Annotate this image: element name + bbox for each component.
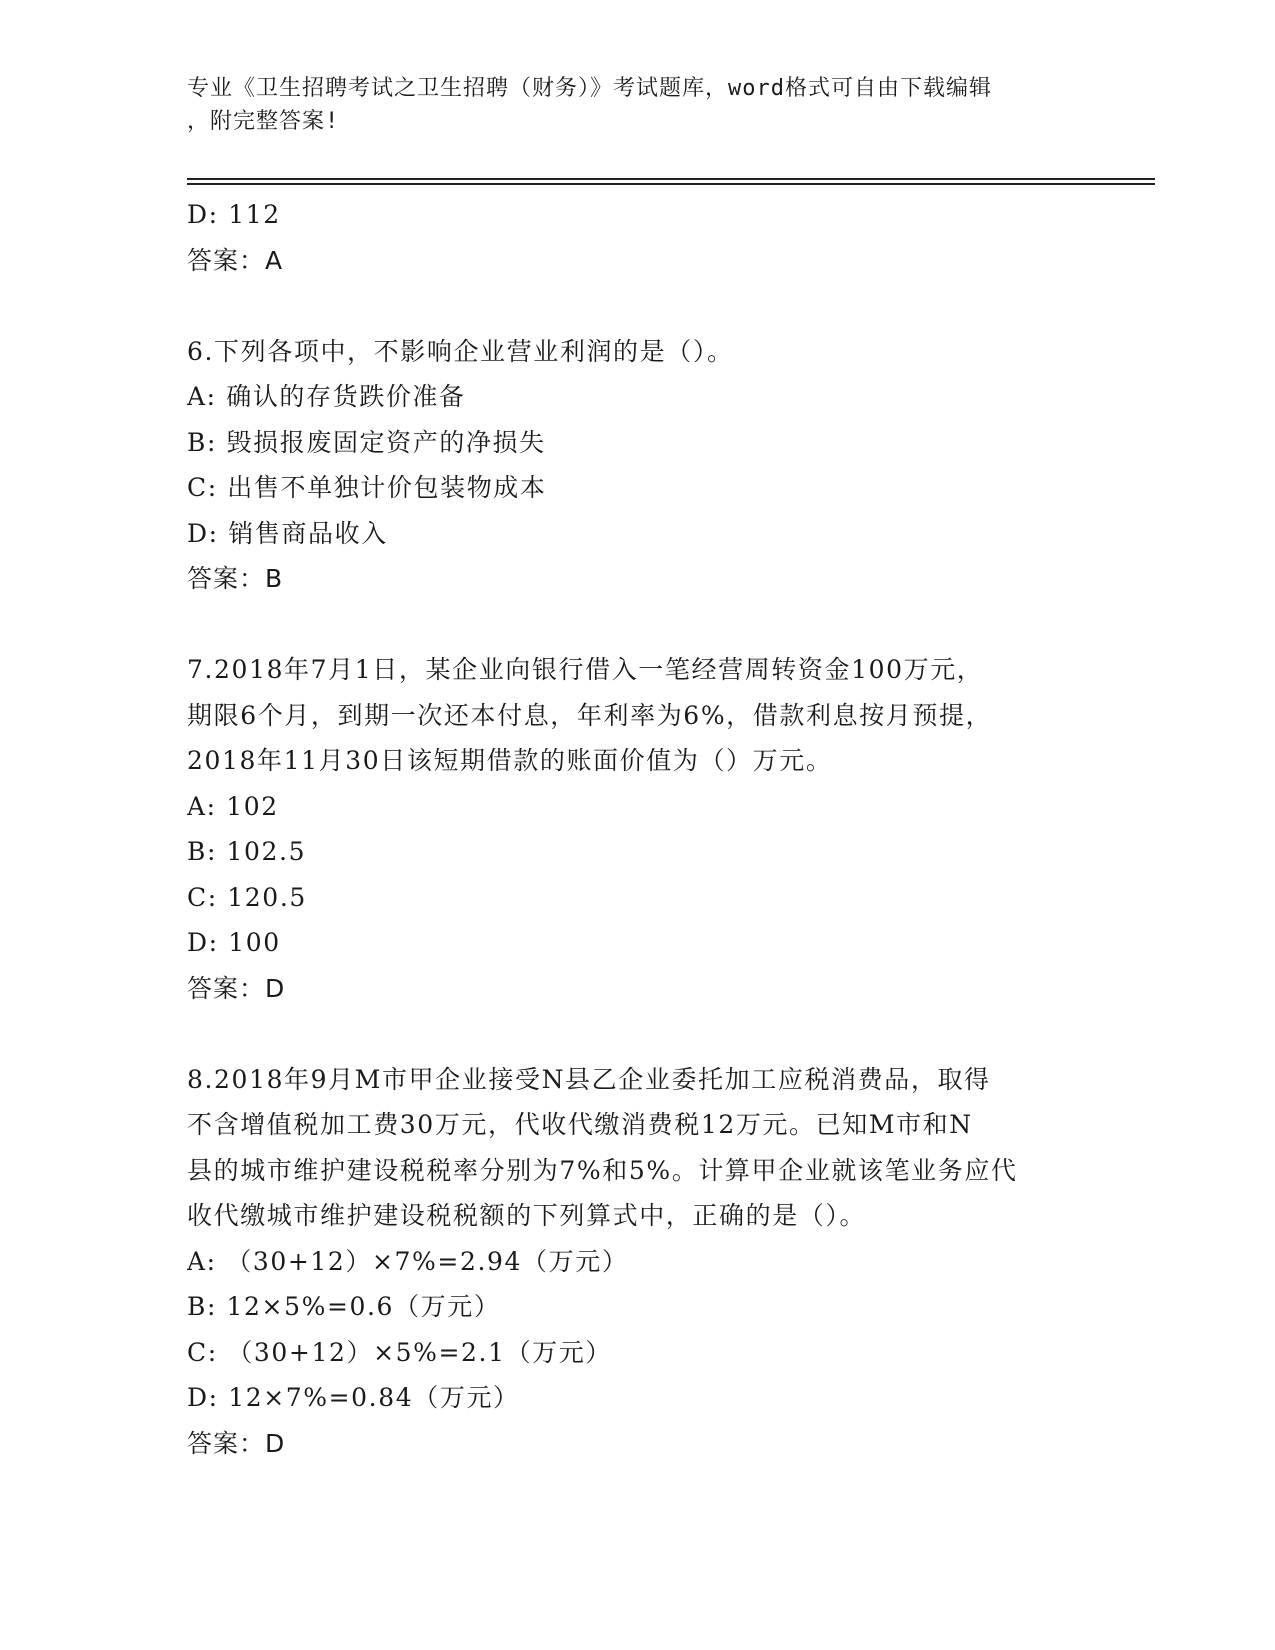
q5-answer: 答案：A (187, 245, 284, 275)
q5-option-d: D: 112 (187, 200, 281, 229)
q8-option-a: A: （30+12）×7%=2.94（万元） (187, 1246, 629, 1276)
header-divider-top (187, 178, 1155, 180)
question-7 (187, 647, 1087, 1011)
q6-option-a: A: 确认的存货跌价准备 (187, 382, 466, 411)
q7-option-d: D: 100 (187, 928, 281, 957)
q8-option-d: D: 12×7%=0.84（万元） (187, 1383, 520, 1412)
q8-stem-line-2: 不含增值税加工费30万元，代收代缴消费税12万元。已知M市和N (187, 1110, 973, 1139)
header-line-2: ，附完整答案! (187, 109, 340, 134)
q7-option-b: B: 102.5 (187, 837, 307, 866)
q7-option-c: C: 120.5 (187, 882, 307, 912)
q7-stem-line-1: 7.2018年7月1日，某企业向银行借入一笔经营周转资金100万元， (187, 655, 984, 684)
q6-option-b: B: 毁损报废固定资产的净损失 (187, 427, 546, 457)
q6-option-d: D: 销售商品收入 (187, 518, 388, 548)
q6-stem: 6.下列各项中，不影响企业营业利润的是（）。 (187, 336, 734, 366)
q8-option-b: B: 12×5%=0.6（万元） (187, 1292, 501, 1321)
q8-stem-line-3: 县的城市维护建设税税率分别为7%和5%。计算甲企业就该笔业务应代 (187, 1155, 1018, 1185)
q8-stem-line-1: 8.2018年9月M市甲企业接受N县乙企业委托加工应税消费品，取得 (187, 1064, 991, 1094)
header-line-1: 专业《卫生招聘考试之卫生招聘（财务）》考试题库，word格式可自由下载编辑 (187, 76, 992, 101)
question-6 (187, 329, 1087, 602)
q7-stem-line-2: 期限6个月，到期一次还本付息，年利率为6%，借款利息按月预提， (187, 700, 993, 730)
question-8 (187, 1057, 1087, 1467)
q8-stem-line-4: 收代缴城市维护建设税税额的下列算式中，正确的是（）。 (187, 1201, 867, 1230)
q7-answer: 答案：D (187, 973, 286, 1003)
q6-answer: 答案：B (187, 564, 284, 593)
q8-option-c: C: （30+12）×5%=2.1（万元） (187, 1337, 612, 1367)
question-content (187, 188, 1087, 1466)
header-divider-bottom (187, 183, 1155, 185)
q6-option-c: C: 出售不单独计价包装物成本 (187, 473, 547, 502)
q7-option-a: A: 102 (187, 791, 279, 821)
q7-stem-line-3: 2018年11月30日该短期借款的账面价值为（）万元。 (187, 746, 833, 775)
document-header (187, 72, 1067, 138)
q8-answer: 答案：D (187, 1428, 286, 1458)
